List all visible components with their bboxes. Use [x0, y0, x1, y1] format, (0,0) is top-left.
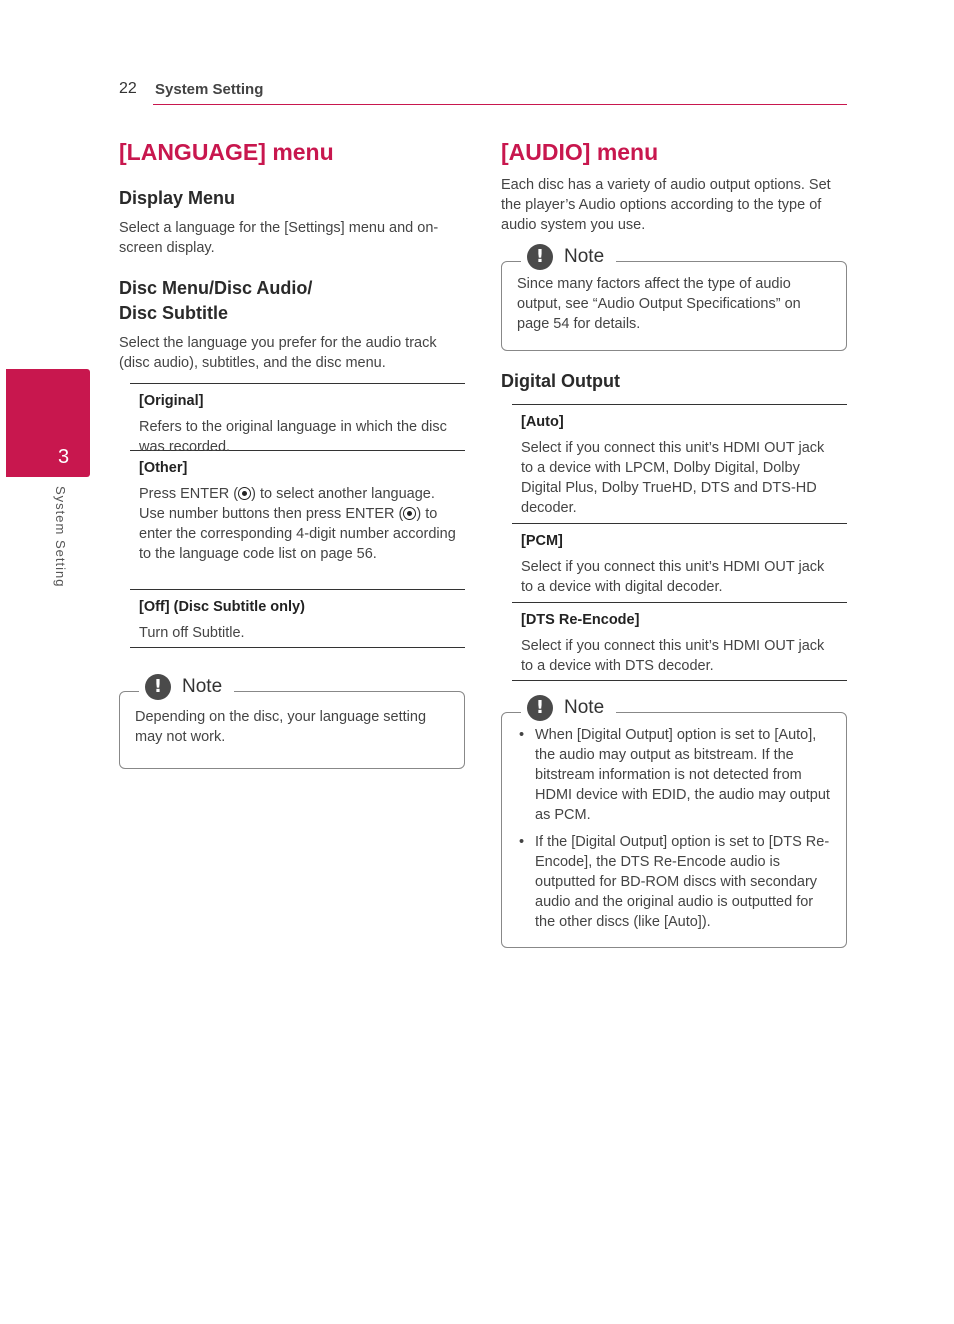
language-note-box: [119, 676, 465, 769]
disc-menu-text: Select the language you prefer for the audio track (disc audio), subtitles, and the disc menu.: [119, 335, 437, 371]
option-pcm: [512, 524, 847, 603]
language-menu-title: [LANGUAGE] menu: [119, 139, 334, 165]
warning-icon: !: [527, 244, 553, 270]
option-label: [DTS Re-Encode]: [521, 612, 640, 628]
header-rule: [153, 104, 847, 105]
disc-menu-heading-line2: Disc Subtitle: [119, 303, 229, 323]
option-label: [Original]: [139, 393, 204, 409]
option-desc-part: Press ENTER (: [139, 486, 239, 502]
note-label: Note: [182, 676, 223, 697]
warning-icon: !: [145, 674, 171, 700]
section-title: System Setting: [155, 81, 264, 98]
display-menu-text: Select a language for the [Settings] menu and on-screen display.: [119, 220, 439, 256]
note-list: [518, 725, 834, 939]
chapter-number: 3: [58, 446, 70, 468]
option-desc-part: ) to enter the corresponding 4-digit number according to the language code list on page 56.: [139, 506, 456, 562]
disc-menu-heading-line1: Disc Menu/Disc Audio/: [119, 278, 313, 298]
enter-button-icon: [403, 507, 416, 520]
warning-icon: !: [527, 695, 553, 721]
option-other: [130, 451, 465, 590]
option-desc: Refers to the original language in which the disc was recorded.: [139, 419, 447, 455]
option-desc: Select if you connect this unit’s HDMI OUT jack to a device with digital decoder.: [521, 559, 825, 595]
audio-note-box: [501, 246, 847, 351]
option-desc-part: ) to select another language. Use number buttons then press ENTER (: [139, 486, 435, 522]
chapter-tab: [6, 369, 90, 477]
display-menu-heading: Display Menu: [119, 188, 236, 208]
option-dts-re-encode: [512, 603, 847, 681]
digital-output-heading: Digital Output: [501, 371, 620, 391]
note-label: Note: [564, 246, 605, 267]
option-desc: Select if you connect this unit’s HDMI OUT jack to a device with DTS decoder.: [521, 638, 825, 674]
note-header: [139, 674, 234, 700]
note-list-item: • If the [Digital Output] option is set to [DTS Re-Encode], the DTS Re-Encode audio is outputted for BD-ROM discs with secondary audio and the original audio is outputted for the other discs (like [Auto]).: [518, 832, 834, 932]
option-label: [Other]: [139, 460, 188, 476]
note-header: [521, 244, 616, 270]
chapter-label: System Setting: [53, 486, 68, 588]
page-number: 22: [119, 80, 137, 97]
option-desc: [139, 484, 456, 564]
option-label: [PCM]: [521, 533, 563, 549]
option-desc: Select if you connect this unit’s HDMI OUT jack to a device with LPCM, Dolby Digital, Dolby Digital Plus, Dolby TrueHD, DTS and DTS-HD decoder.: [521, 440, 825, 516]
option-off: [130, 590, 465, 648]
audio-menu-title: [AUDIO] menu: [501, 139, 659, 165]
note-text: Depending on the disc, your language setting may not work.: [135, 709, 427, 745]
enter-button-icon: [238, 487, 251, 500]
audio-intro-text: Each disc has a variety of audio output options. Set the player’s Audio options according to the type of audio system you use.: [501, 177, 831, 233]
option-label: [Off] (Disc Subtitle only): [139, 599, 305, 615]
option-desc: Turn off Subtitle.: [139, 625, 245, 641]
option-auto: [512, 405, 847, 524]
language-options-table: [130, 383, 465, 648]
disc-menu-heading: [119, 276, 312, 326]
note-header: [521, 695, 616, 721]
digital-output-note-box: [501, 697, 847, 948]
note-text: Since many factors affect the type of audio output, see “Audio Output Specifications” on page 54 for details.: [517, 276, 801, 332]
note-label: Note: [564, 697, 605, 718]
option-label: [Auto]: [521, 414, 564, 430]
digital-output-options-table: [512, 404, 847, 681]
note-list-item: • When [Digital Output] option is set to [Auto], the audio may output as bitstream. If the bitstream information is not detected from HDMI device with EDID, the audio may output as PCM.: [518, 725, 834, 825]
option-original: [130, 384, 465, 455]
